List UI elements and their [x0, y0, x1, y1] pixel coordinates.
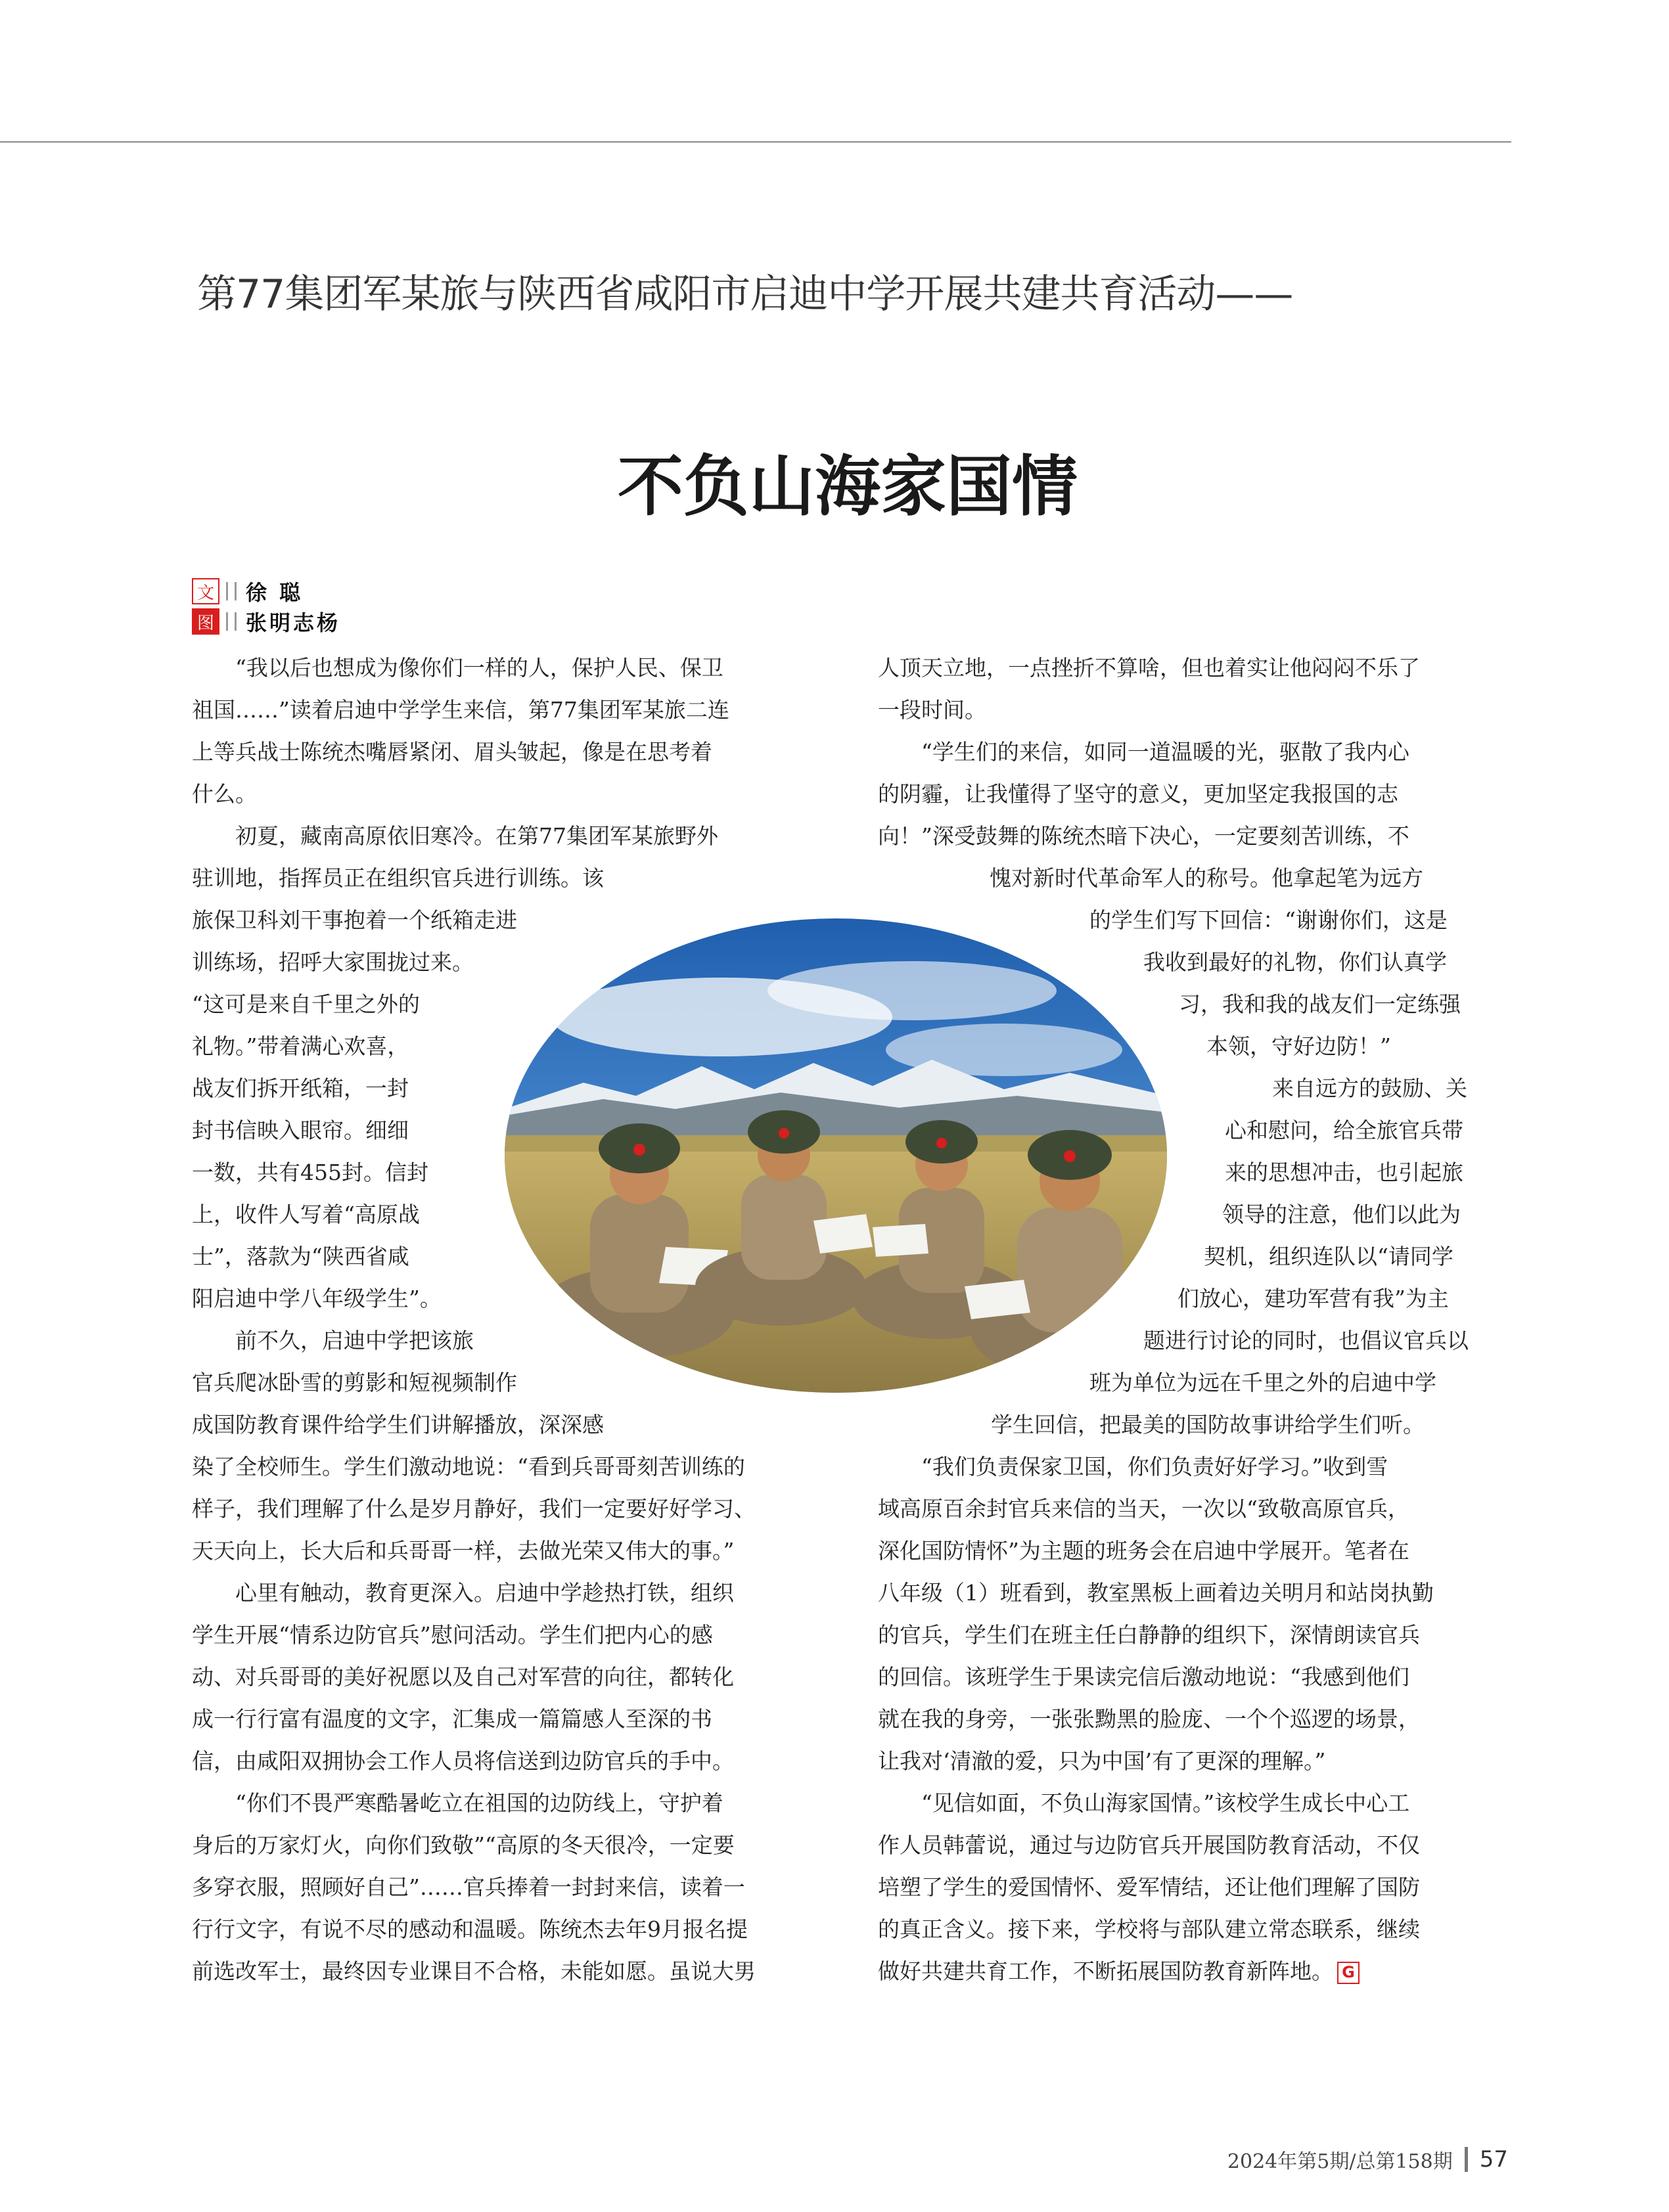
- text-line: 的阴霾，让我懂得了坚守的意义，更加坚定我报国的志: [878, 781, 1398, 807]
- text-line: 祖国……”读着启迪中学学生来信，第77集团军某旅二连: [192, 697, 729, 723]
- text-line: 士”，落款为“陕西省咸: [192, 1244, 409, 1269]
- closing-text: 做好共建共育工作，不断拓展国防教育新阵地。: [878, 1958, 1333, 1984]
- article-subtitle: 第77集团军某旅与陕西省咸阳市启迪中学开展共建共育活动——: [197, 271, 1293, 317]
- text-line: 官兵爬冰卧雪的剪影和短视频制作: [192, 1370, 517, 1395]
- text-line: 什么。: [192, 781, 257, 807]
- text-line: 信，由咸阳双拥协会工作人员将信送到边防官兵的手中。: [192, 1748, 734, 1774]
- page-number: 57: [1479, 2146, 1508, 2173]
- text-line: 染了全校师生。学生们激动地说：“看到兵哥哥刻苦训练的: [192, 1454, 745, 1479]
- text-line: 学生开展“情系边防官兵”慰问活动。学生们把内心的感: [192, 1622, 713, 1648]
- text-line: 域高原百余封官兵来信的当天，一次以“致敬高原官兵，: [878, 1496, 1409, 1522]
- text-line: 前不久，启迪中学把该旅: [235, 1328, 474, 1353]
- text-line: 学生回信，把最美的国防故事讲给学生们听。: [991, 1412, 1425, 1437]
- text-line: 成一行行富有温度的文字，汇集成一篇篇感人至深的书: [192, 1706, 712, 1732]
- text-line: 本领，守好边防！”: [1206, 1033, 1391, 1059]
- byline-text: [192, 578, 303, 604]
- text-line: 的回信。该班学生于果读完信后激动地说：“我感到他们: [878, 1664, 1409, 1690]
- text-line: 驻训地，指挥员正在组织官兵进行训练。该: [192, 865, 604, 891]
- text-line: 契机，组织连队以“请同学: [1204, 1244, 1453, 1269]
- text-credit-tag: 文: [192, 578, 219, 604]
- text-line: 礼物。”带着满心欢喜，: [192, 1033, 409, 1059]
- text-line: 领导的注意，他们以此为: [1222, 1202, 1461, 1227]
- text-line: 心和慰问，给全旅官兵带: [1225, 1117, 1463, 1143]
- text-line: 深化国防情怀”为主题的班务会在启迪中学展开。笔者在: [878, 1538, 1409, 1564]
- text-line: 来的思想冲击，也引起旅: [1225, 1160, 1463, 1185]
- text-line: 向！”深受鼓舞的陈统杰暗下决心，一定要刻苦训练，不: [878, 823, 1409, 849]
- text-line: 们放心，建功军营有我”为主: [1177, 1286, 1449, 1311]
- end-mark-icon: G: [1337, 1962, 1360, 1984]
- text-line: “学生们的来信，如同一道温暖的光，驱散了我内心: [921, 739, 1409, 765]
- soldiers-reading-letters-photo: [505, 918, 1167, 1393]
- article-title: 不负山海家国情: [618, 448, 1078, 525]
- text-line: “你们不畏严寒酷暑屹立在祖国的边防线上，守护着: [235, 1790, 723, 1816]
- byline-separator: [226, 582, 237, 600]
- text-line: 题进行讨论的同时，也倡议官兵以: [1143, 1328, 1469, 1353]
- text-line: 培塑了学生的爱国情怀、爱军情结，还让他们理解了国防: [878, 1874, 1420, 1900]
- text-line: 成国防教育课件给学生们讲解播放，深深感: [192, 1412, 604, 1437]
- text-line: 班为单位为远在千里之外的启迪中学: [1089, 1370, 1436, 1395]
- footer-divider: [1465, 2147, 1468, 2172]
- header-rule: [0, 141, 1511, 143]
- text-line: “这可是来自千里之外的: [192, 991, 420, 1017]
- text-line: “见信如面，不负山海家国情。”该校学生成长中心工: [921, 1790, 1410, 1816]
- text-line: 一数，共有455封。信封: [192, 1160, 428, 1185]
- issue-info: 2024年第5期/总第158期: [1227, 2150, 1453, 2173]
- text-line: 阳启迪中学八年级学生”。: [192, 1286, 442, 1311]
- text-line: 动、对兵哥哥的美好祝愿以及自己对军营的向往，都转化: [192, 1664, 734, 1690]
- text-line: 训练场，招呼大家围拢过来。: [192, 949, 474, 975]
- text-line: “我以后也想成为像你们一样的人，保护人民、保卫: [235, 655, 723, 681]
- text-line: 人顶天立地，一点挫折不算啥，但也着实让他闷闷不乐了: [878, 655, 1420, 681]
- byline-photo: [192, 608, 340, 635]
- text-line: 我收到最好的礼物，你们认真学: [1143, 949, 1447, 975]
- text-line: 战友们拆开纸箱，一封: [192, 1075, 409, 1101]
- text-line: 封书信映入眼帘。细细: [192, 1117, 409, 1143]
- text-line: 作人员韩蕾说，通过与边防官兵开展国防教育活动，不仅: [878, 1832, 1420, 1858]
- photo-author: 张明志杨: [246, 610, 341, 635]
- text-line: 上等兵战士陈统杰嘴唇紧闭、眉头皱起，像是在思考着: [192, 739, 712, 765]
- photo-credit-tag: 图: [192, 608, 219, 635]
- text-line: 的官兵，学生们在班主任白静静的组织下，深情朗读官兵: [878, 1622, 1420, 1648]
- text-line: 身后的万家灯火，向你们致敬”“高原的冬天很冷，一定要: [192, 1832, 735, 1858]
- text-line: 愧对新时代革命军人的称号。他拿起笔为远方: [990, 865, 1423, 891]
- text-line: 上，收件人写着“高原战: [192, 1202, 420, 1227]
- text-line: [878, 1951, 1469, 1993]
- text-line: 八年级（1）班看到，教室黑板上画着边关明月和站岗执勤: [878, 1580, 1434, 1606]
- text-line: 的真正含义。接下来，学校将与部队建立常态联系，继续: [878, 1916, 1420, 1942]
- text-line: 旅保卫科刘干事抱着一个纸箱走进: [192, 907, 517, 933]
- text-line: 的学生们写下回信：“谢谢你们，这是: [1089, 907, 1448, 933]
- text-author: 徐 聪: [246, 580, 304, 605]
- text-line: “我们负责保家卫国，你们负责好好学习。”收到雪: [921, 1454, 1388, 1479]
- text-line: 心里有触动，教育更深入。启迪中学趁热打铁，组织: [235, 1580, 734, 1606]
- text-line: 一段时间。: [878, 697, 986, 723]
- text-line: 习，我和我的战友们一定练强: [1179, 991, 1461, 1017]
- text-line: 来自远方的鼓励、关: [1272, 1075, 1467, 1101]
- text-line: 多穿衣服，照顾好自己”……官兵捧着一封封来信，读着一: [192, 1874, 745, 1900]
- text-line: 样子，我们理解了什么是岁月静好，我们一定要好好学习、: [192, 1496, 756, 1522]
- byline-separator: [226, 612, 237, 631]
- text-line: 初夏，藏南高原依旧寒冷。在第77集团军某旅野外: [235, 823, 718, 849]
- text-line: 就在我的身旁，一张张黝黑的脸庞、一个个巡逻的场景，: [878, 1706, 1420, 1732]
- page-footer: [1227, 2145, 1508, 2174]
- text-line: 前选改军士，最终因专业课目不合格，未能如愿。虽说大男: [192, 1958, 756, 1984]
- text-line: 行行文字，有说不尽的感动和温暖。陈统杰去年9月报名提: [192, 1916, 748, 1942]
- text-line: 天天向上，长大后和兵哥哥一样，去做光荣又伟大的事。”: [192, 1538, 735, 1564]
- text-line: 让我对‘清澈的爱，只为中国’有了更深的理解。”: [878, 1748, 1326, 1774]
